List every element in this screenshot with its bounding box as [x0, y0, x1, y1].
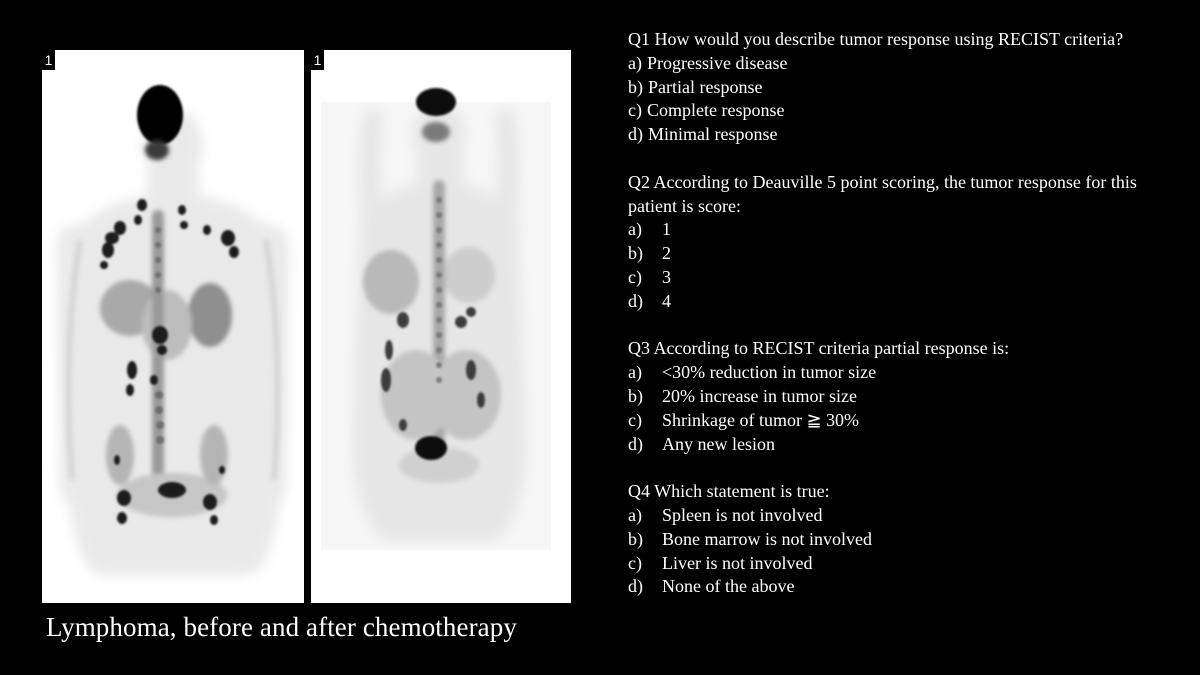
answer-option[interactable] — [628, 409, 1188, 433]
question-3 — [628, 337, 1188, 456]
option-letter: d) — [628, 433, 643, 454]
answer-option[interactable] — [628, 52, 1188, 76]
pet-mip-after-image — [311, 50, 571, 603]
option-text: Bone marrow is not involved — [662, 528, 872, 549]
pet-mip-before-image — [42, 50, 304, 603]
answer-option[interactable] — [628, 218, 1188, 242]
option-letter: d) — [628, 124, 643, 145]
option-letter: a) — [628, 52, 642, 73]
pet-scan-before — [42, 50, 304, 603]
answer-option[interactable] — [628, 433, 1188, 457]
option-letter: b) — [628, 528, 643, 549]
question-text: Q3 According to RECIST criteria partial response is: — [628, 338, 1010, 359]
panel-index-label: 1 — [311, 50, 324, 70]
answer-option[interactable] — [628, 99, 1188, 123]
option-text: Minimal response — [648, 124, 778, 145]
option-letter: d) — [628, 576, 643, 597]
answer-option[interactable] — [628, 361, 1188, 385]
question-4 — [628, 480, 1188, 599]
question-text: Q2 According to Deauville 5 point scoring, the tumor response for this patient is score: — [628, 171, 1137, 216]
option-letter: b) — [628, 76, 643, 97]
figure-caption: Lymphoma, before and after chemotherapy — [46, 612, 517, 642]
answer-option[interactable] — [628, 385, 1188, 409]
question-text: Q4 Which statement is true: — [628, 481, 830, 502]
answer-option[interactable] — [628, 504, 1188, 528]
option-letter: c) — [628, 266, 642, 287]
answer-option[interactable] — [628, 290, 1188, 314]
option-text: Liver is not involved — [662, 552, 813, 573]
question-1 — [628, 28, 1188, 147]
option-letter: a) — [628, 362, 642, 383]
question-text: Q1 How would you describe tumor response using RECIST criteria? — [628, 29, 1124, 49]
option-text: Progressive disease — [646, 52, 788, 73]
answer-option[interactable] — [628, 528, 1188, 552]
option-text: 4 — [662, 290, 671, 311]
option-text: 1 — [662, 219, 671, 240]
answer-option[interactable] — [628, 266, 1188, 290]
answer-option[interactable] — [628, 242, 1188, 266]
option-letter: b) — [628, 385, 643, 406]
answer-option[interactable] — [628, 123, 1188, 147]
answer-option[interactable] — [628, 552, 1188, 576]
option-text: <30% reduction in tumor size — [662, 362, 877, 383]
option-text: Spleen is not involved — [662, 504, 823, 525]
option-text: Any new lesion — [662, 433, 775, 454]
option-letter: c) — [628, 552, 642, 573]
option-text: 2 — [662, 243, 671, 264]
option-text: 20% increase in tumor size — [662, 385, 857, 406]
option-text: Complete response — [646, 100, 785, 121]
option-text: Shrinkage of tumor ≧ 30% — [662, 409, 860, 430]
option-letter: c) — [628, 409, 642, 430]
panel-index-label: 1 — [42, 50, 55, 70]
option-text: None of the above — [662, 576, 795, 597]
option-letter: c) — [628, 100, 642, 121]
answer-option[interactable] — [628, 76, 1188, 100]
option-text: Partial response — [648, 76, 763, 97]
option-letter: d) — [628, 290, 643, 311]
option-letter: a) — [628, 219, 642, 240]
option-letter: b) — [628, 243, 643, 264]
quiz-panel — [628, 28, 1188, 623]
question-2 — [628, 171, 1188, 314]
option-text: 3 — [662, 266, 671, 287]
pet-scan-after — [311, 50, 571, 603]
option-letter: a) — [628, 504, 642, 525]
answer-option[interactable] — [628, 575, 1188, 599]
